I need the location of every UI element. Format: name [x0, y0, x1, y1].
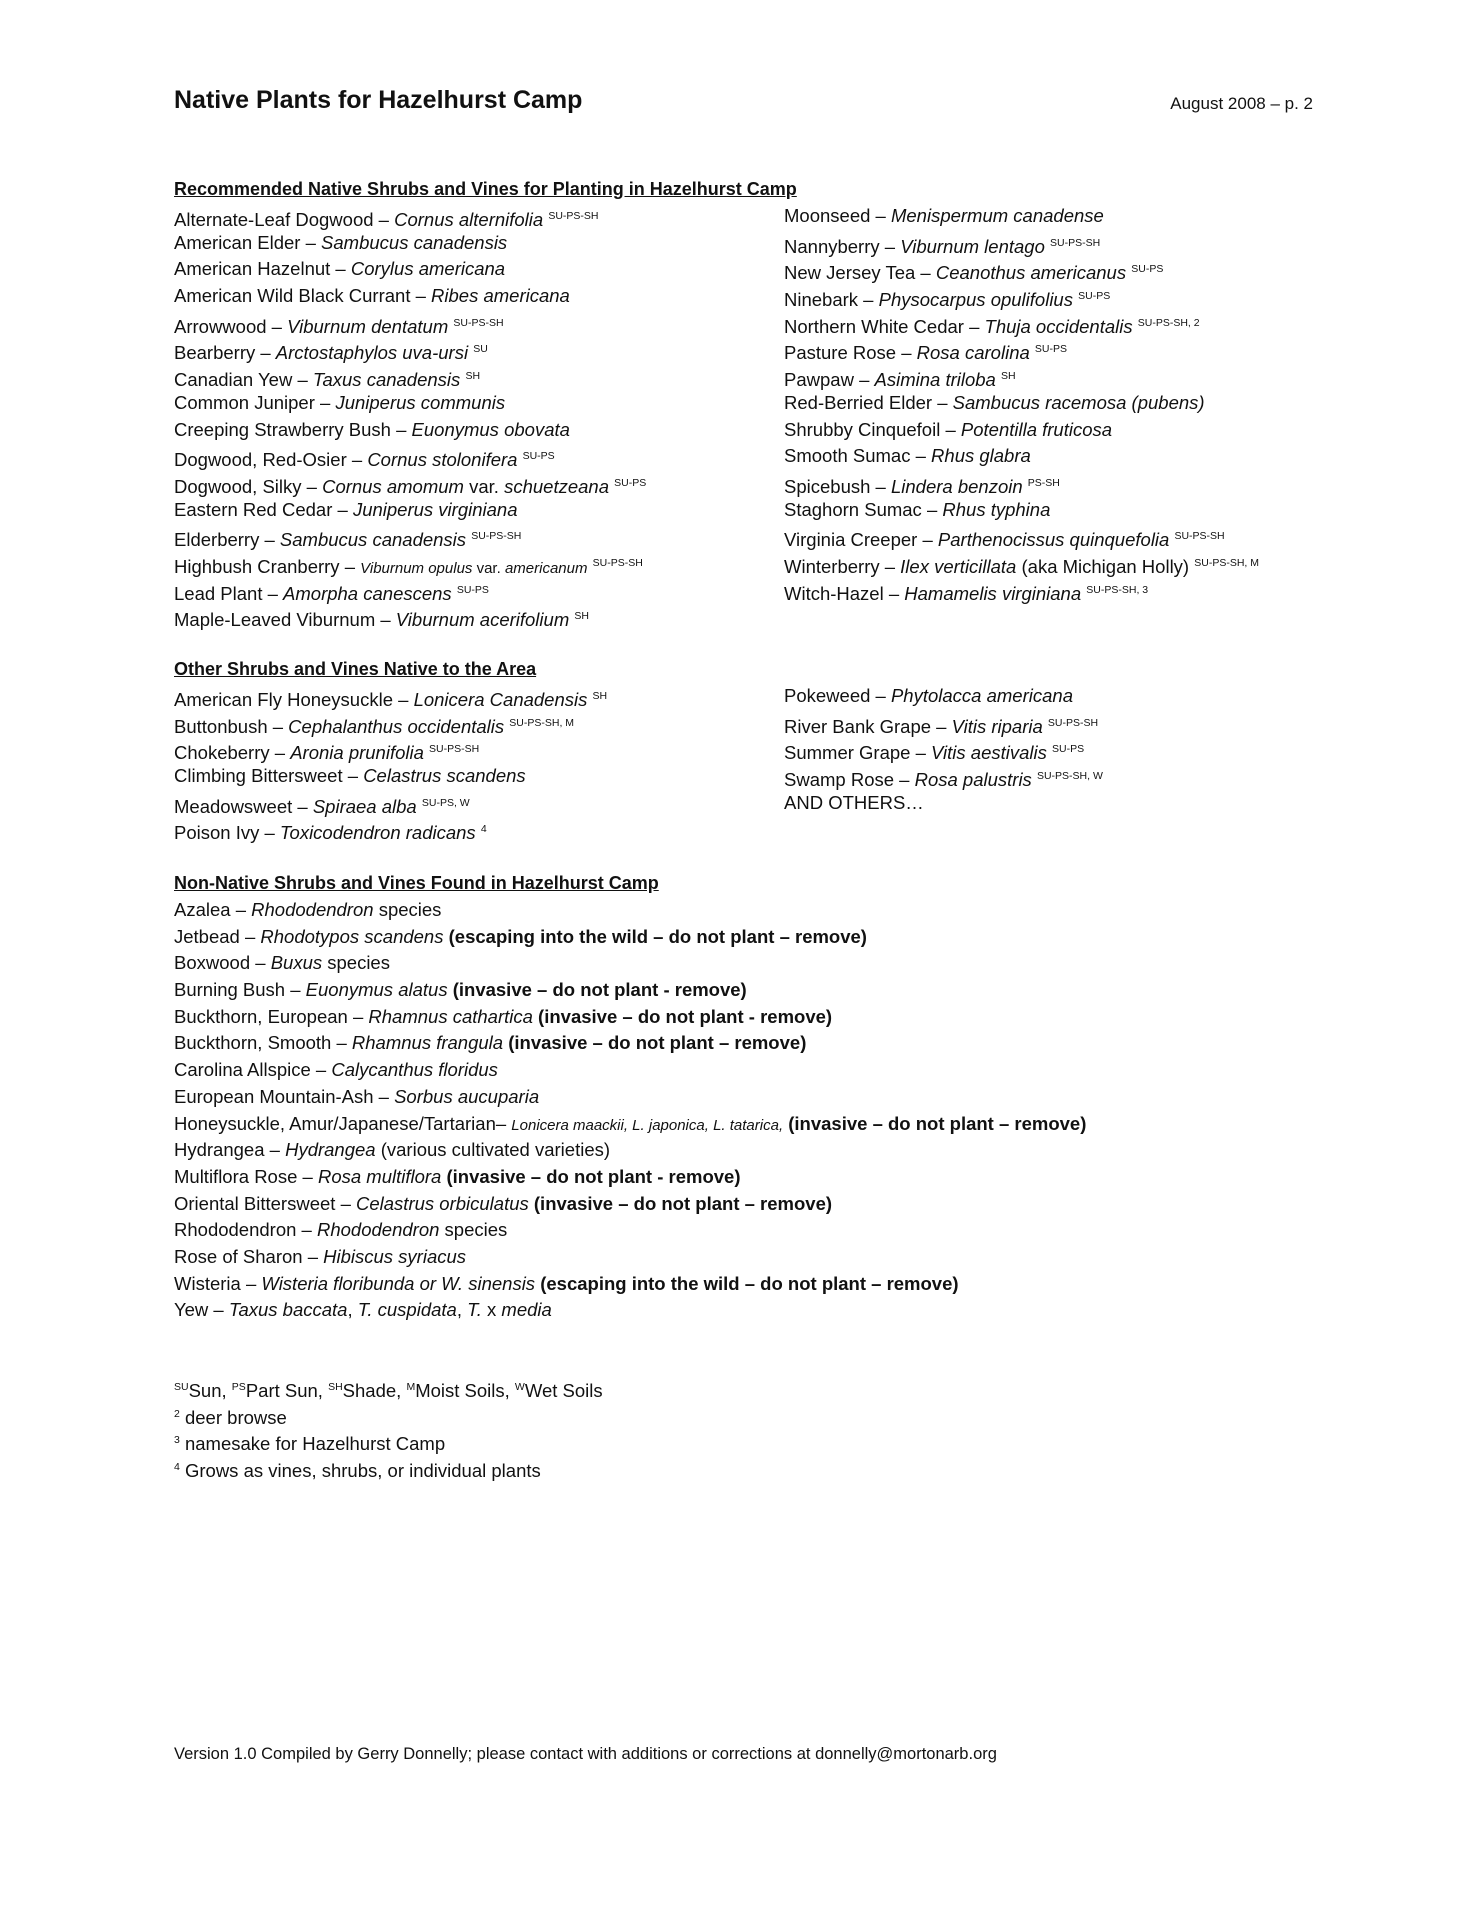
- light-code: SU-PS-SH, M: [1194, 556, 1259, 569]
- scientific-name: Aronia prunifolia: [290, 742, 424, 764]
- scientific-name: Cephalanthus occidentalis: [288, 715, 505, 737]
- scientific-name: Wisteria floribunda or W. sinensis: [261, 1272, 536, 1294]
- legend-code: SU: [174, 1381, 189, 1393]
- scientific-name: Cornus alternifolia: [394, 209, 544, 230]
- name-connector: x: [481, 1299, 502, 1321]
- plant-entry: [784, 470, 1324, 497]
- common-name: American Wild Black Currant –: [174, 285, 432, 307]
- footnote: [174, 1427, 603, 1454]
- common-name: Highbush Cranberry –: [174, 555, 361, 577]
- light-code: SU-PS: [522, 450, 555, 463]
- plant-entry: [174, 1164, 1324, 1191]
- scientific-name: Vitis aestivalis: [931, 742, 1047, 764]
- legend-code: M: [406, 1381, 416, 1393]
- common-name: Azalea –: [174, 899, 252, 920]
- legend-label: Wet Soils: [524, 1380, 603, 1401]
- plant-entry: [784, 550, 1324, 577]
- scientific-name: Hamamelis virginiana: [904, 582, 1082, 604]
- common-name: Buckthorn, Smooth –: [174, 1032, 352, 1054]
- scientific-name: Rhamnus frangula: [351, 1032, 504, 1054]
- common-name: Jetbead –: [174, 925, 261, 947]
- scientific-name: Buxus: [270, 952, 323, 974]
- plant-entry: [174, 1297, 1324, 1324]
- page-title: Native Plants for Hazelhurst Camp: [174, 86, 583, 114]
- light-code: SU-PS-SH: [592, 556, 643, 569]
- common-name: Chokeberry –: [174, 742, 291, 764]
- scientific-name: Lindera benzoin: [890, 475, 1023, 497]
- plant-entry: [174, 710, 774, 737]
- recommended-heading: Recommended Native Shrubs and Vines for Planting in Hazelhurst Camp: [174, 179, 797, 199]
- common-name: Boxwood –: [174, 952, 271, 974]
- plant-entry: [784, 683, 1324, 710]
- removal-note: (invasive – do not plant - remove): [441, 1165, 741, 1187]
- scientific-name: Potentilla fruticosa: [960, 418, 1113, 440]
- scientific-name: Amorpha canescens: [283, 582, 452, 604]
- plant-entry: [174, 310, 774, 337]
- other-native-heading: Other Shrubs and Vines Native to the Area: [174, 659, 537, 679]
- common-name: Rose of Sharon –: [174, 1245, 324, 1267]
- common-name: Pawpaw –: [784, 369, 875, 391]
- non-native-list: [174, 897, 1324, 1324]
- plant-entry: [784, 736, 1324, 763]
- removal-note: (invasive – do not plant – remove): [783, 1112, 1087, 1134]
- common-name: Spicebush –: [784, 475, 891, 497]
- common-name: Smooth Sumac –: [784, 445, 932, 467]
- light-code: SU-PS: [1034, 343, 1068, 356]
- plant-entry: [174, 283, 774, 310]
- plant-entry: [174, 443, 774, 470]
- removal-note: (escaping into the wild – do not plant – remove): [535, 1272, 959, 1294]
- plant-entry: [174, 470, 774, 497]
- page-header: [174, 86, 1313, 126]
- common-name: Lead Plant –: [174, 582, 284, 604]
- plant-entry: [174, 897, 1324, 924]
- plant-entry: [174, 1004, 1324, 1031]
- common-name: Climbing Bittersweet –: [174, 765, 364, 787]
- plant-entry: [174, 816, 774, 843]
- legend-key-line: [174, 1374, 603, 1401]
- light-code: SU-PS-SH: [453, 316, 504, 329]
- name-connector: (various cultivated varieties): [375, 1139, 611, 1161]
- common-name: Meadowsweet –: [174, 795, 313, 817]
- scientific-name: Hydrangea: [285, 1139, 376, 1161]
- light-code: SU-PS-SH, 3: [1086, 583, 1149, 596]
- light-code: SU-PS: [1078, 290, 1111, 303]
- scientific-name: Parthenocissus quinquefolia: [937, 529, 1170, 551]
- scientific-name: Toxicodendron radicans: [279, 822, 476, 844]
- scientific-name: Rhamnus cathartica: [368, 1005, 533, 1027]
- light-code: SU-PS-SH: [429, 743, 480, 756]
- plant-entry: [784, 203, 1324, 230]
- scientific-name: Celastrus orbiculatus: [356, 1192, 529, 1214]
- scientific-name: americanum: [504, 559, 588, 577]
- common-name: Red-Berried Elder –: [784, 391, 953, 413]
- scientific-name: Viburnum acerifolium: [395, 609, 570, 631]
- plant-entry: [174, 736, 774, 763]
- light-code: SH: [574, 610, 589, 623]
- footnote-number: 4: [174, 1461, 180, 1474]
- scientific-name: Rhus glabra: [931, 445, 1031, 467]
- scientific-name: Vitis riparia: [951, 715, 1043, 737]
- scientific-name: Phytolacca americana: [890, 685, 1073, 706]
- legend-code: W: [514, 1381, 525, 1393]
- common-name: Oriental Bittersweet –: [174, 1192, 356, 1214]
- plant-entry: [784, 256, 1324, 283]
- scientific-name: Lonicera maackii, L. japonica, L. tatarica,: [511, 1116, 784, 1134]
- scientific-name: Sorbus aucuparia: [394, 1085, 540, 1107]
- plant-entry: [174, 336, 774, 363]
- footnote-text: Grows as vines, shrubs, or individual plants: [179, 1460, 541, 1482]
- footnote-text: namesake for Hazelhurst Camp: [179, 1433, 446, 1455]
- common-name: Honeysuckle, Amur/Japanese/Tartarian–: [174, 1112, 512, 1134]
- common-name: Elderberry –: [174, 529, 280, 551]
- plant-entry: [174, 1217, 1324, 1244]
- common-name: Ninebark –: [784, 289, 879, 311]
- common-name: Hydrangea –: [174, 1139, 286, 1161]
- other-native-left-column: [174, 683, 774, 843]
- common-name: Dogwood, Silky –: [174, 475, 323, 497]
- plant-entry: [174, 603, 774, 630]
- name-connector: var.: [463, 475, 505, 497]
- plant-entry: [174, 924, 1324, 951]
- plant-entry: [784, 336, 1324, 363]
- common-name: Multiflora Rose –: [174, 1165, 318, 1187]
- plant-entry: [784, 310, 1324, 337]
- legend-label: Moist Soils,: [415, 1380, 515, 1401]
- non-native-heading: Non-Native Shrubs and Vines Found in Hazelhurst Camp: [174, 873, 659, 893]
- scientific-name: Sambucus canadensis: [321, 231, 508, 253]
- plant-entry: [174, 1191, 1324, 1218]
- light-code: SU-PS-SH: [471, 530, 522, 543]
- removal-note: (escaping into the wild – do not plant – remove): [443, 925, 867, 947]
- plant-entry: [784, 230, 1324, 257]
- plant-entry: [784, 417, 1324, 444]
- common-name: Poison Ivy –: [174, 822, 280, 844]
- light-code: SU-PS-SH, M: [509, 716, 575, 729]
- plant-entry: [174, 256, 774, 283]
- scientific-name: Rosa carolina: [916, 342, 1030, 364]
- light-code: SU-PS-SH, W: [1036, 770, 1103, 783]
- light-code: SU-PS-SH: [1050, 236, 1101, 249]
- common-name: Rhododendron –: [174, 1219, 317, 1241]
- common-name: Buckthorn, European –: [174, 1005, 369, 1027]
- common-name: River Bank Grape –: [784, 715, 952, 737]
- scientific-name: Taxus canadensis: [312, 369, 461, 391]
- common-name: Burning Bush –: [174, 979, 306, 1001]
- scientific-name: Juniperus communis: [335, 391, 506, 413]
- common-name: Witch-Hazel –: [784, 582, 905, 604]
- light-code: SU-PS: [614, 476, 647, 489]
- scientific-name: Euonymus obovata: [411, 418, 570, 440]
- common-name: American Fly Honeysuckle –: [174, 689, 414, 710]
- plant-entry: [174, 683, 774, 710]
- common-name: AND OTHERS…: [784, 791, 924, 813]
- scientific-name: Viburnum lentago: [900, 235, 1045, 257]
- common-name: Dogwood, Red-Osier –: [174, 449, 368, 471]
- legend-notes: [174, 1401, 603, 1481]
- footnote-number: 2: [174, 1407, 180, 1420]
- common-name: New Jersey Tea –: [784, 262, 936, 284]
- common-name: European Mountain-Ash –: [174, 1085, 395, 1107]
- removal-note: (invasive – do not plant - remove): [447, 979, 747, 1001]
- plant-entry: [174, 363, 774, 390]
- scientific-name: T.: [467, 1299, 482, 1321]
- footnote-number: 3: [174, 1434, 180, 1447]
- scientific-name: T. cuspidata: [357, 1299, 457, 1321]
- scientific-name: Rosa multiflora: [317, 1165, 442, 1187]
- light-code: SU-PS: [1131, 263, 1164, 276]
- plant-entry: [784, 577, 1324, 604]
- plant-entry: [174, 203, 774, 230]
- footer-note: Version 1.0 Compiled by Gerry Donnelly; please contact with additions or corrections at donnelly@mortonarb.org: [174, 1745, 997, 1763]
- name-connector: (aka Michigan Holly): [1016, 555, 1190, 577]
- scientific-name: Rhododendron: [251, 899, 374, 920]
- plant-entry: [174, 1111, 1324, 1138]
- common-name: Virginia Creeper –: [784, 529, 938, 551]
- common-name: Winterberry –: [784, 555, 901, 577]
- name-connector: ,: [347, 1299, 358, 1321]
- light-code: SU-PS, W: [421, 796, 470, 809]
- scientific-name: Spiraea alba: [312, 795, 417, 817]
- plant-entry: [784, 390, 1324, 417]
- scientific-name: Rosa palustris: [914, 769, 1032, 791]
- name-connector: species: [373, 899, 442, 920]
- name-connector: species: [439, 1219, 508, 1241]
- plant-entry: [174, 790, 774, 817]
- common-name: Northern White Cedar –: [784, 315, 985, 337]
- scientific-name: Celastrus scandens: [363, 765, 526, 787]
- common-name: Yew –: [174, 1299, 229, 1321]
- scientific-name: Taxus baccata: [228, 1299, 348, 1321]
- common-name: Nannyberry –: [784, 235, 901, 257]
- plant-entry: [784, 283, 1324, 310]
- plant-entry: [174, 577, 774, 604]
- scientific-name: Rhodotypos scandens: [260, 925, 444, 947]
- plant-entry: [174, 763, 774, 790]
- plant-entry: [174, 1057, 1324, 1084]
- plant-entry: [174, 977, 1324, 1004]
- plant-entry: [784, 523, 1324, 550]
- plant-entry: [784, 443, 1324, 470]
- scientific-name: media: [501, 1299, 552, 1321]
- common-name: Common Juniper –: [174, 391, 336, 413]
- light-code: SU-PS-SH: [1047, 716, 1099, 729]
- name-connector: species: [322, 952, 390, 974]
- scientific-name: Thuja occidentalis: [984, 315, 1133, 337]
- light-code: SU-PS: [1052, 743, 1085, 756]
- common-name: Eastern Red Cedar –: [174, 498, 353, 520]
- footnote-text: deer browse: [179, 1406, 287, 1428]
- plant-entry: [174, 417, 774, 444]
- common-name: Wisteria –: [174, 1272, 262, 1294]
- scientific-name: Viburnum dentatum: [287, 315, 449, 337]
- legend-label: Shade,: [342, 1380, 407, 1401]
- light-code: SH: [1000, 370, 1016, 383]
- scientific-name: Viburnum opulus: [360, 559, 473, 577]
- scientific-name: Ceanothus americanus: [935, 262, 1127, 284]
- plant-entry: [174, 523, 774, 550]
- scientific-name: Rhus typhina: [942, 498, 1051, 520]
- common-name: Maple-Leaved Viburnum –: [174, 609, 396, 631]
- light-code: SH: [465, 370, 481, 383]
- light-code: SH: [592, 690, 608, 702]
- light-code: SU-PS-SH: [1174, 530, 1225, 543]
- non-native-section: [174, 870, 1324, 1324]
- footnote: [174, 1401, 603, 1428]
- legend: [174, 1374, 603, 1481]
- light-code: SU-PS-SH: [548, 210, 599, 222]
- common-name: Shrubby Cinquefoil –: [784, 418, 961, 440]
- plant-entry: [174, 950, 1324, 977]
- light-code: 4: [480, 823, 487, 836]
- plant-entry: [174, 1084, 1324, 1111]
- scientific-name: Cornus amomum: [322, 475, 464, 497]
- recommended-right-column: [784, 203, 1324, 603]
- common-name: Bearberry –: [174, 342, 276, 364]
- plant-entry: [174, 550, 774, 577]
- common-name: Swamp Rose –: [784, 769, 915, 791]
- common-name: Pasture Rose –: [784, 342, 917, 364]
- other-native-right-column: [784, 683, 1324, 816]
- legend-code: PS: [231, 1381, 246, 1393]
- light-code: SU-PS: [456, 583, 489, 596]
- plant-entry: [784, 790, 1324, 817]
- legend-label: Sun,: [188, 1380, 232, 1401]
- scientific-name: Asimina triloba: [874, 369, 996, 391]
- scientific-name: Arctostaphylos uva-ursi: [275, 342, 469, 364]
- light-code: PS-SH: [1027, 476, 1060, 489]
- scientific-name: Lonicera Canadensis: [413, 689, 588, 710]
- common-name: Buttonbush –: [174, 715, 289, 737]
- light-code: SU-PS-SH, 2: [1137, 316, 1200, 329]
- plant-entry: [174, 390, 774, 417]
- scientific-name: Ilex verticillata: [900, 555, 1017, 577]
- plant-entry: [174, 1271, 1324, 1298]
- other-native-section: [174, 656, 1324, 844]
- removal-note: (invasive – do not plant – remove): [503, 1032, 807, 1054]
- removal-note: (invasive – do not plant – remove): [528, 1192, 833, 1214]
- footnote: [174, 1454, 603, 1481]
- plant-entry: [784, 497, 1324, 524]
- common-name: Carolina Allspice –: [174, 1059, 332, 1081]
- recommended-section: [174, 176, 1324, 631]
- common-name: Pokeweed –: [784, 685, 891, 706]
- common-name: Canadian Yew –: [174, 369, 313, 391]
- scientific-name: schuetzeana: [504, 475, 609, 497]
- plant-entry: [784, 363, 1324, 390]
- removal-note: (invasive – do not plant - remove): [532, 1005, 833, 1027]
- scientific-name: Cornus stolonifera: [367, 449, 518, 471]
- legend-code: SH: [328, 1381, 343, 1393]
- name-connector: ,: [456, 1299, 468, 1321]
- page-date-number: August 2008 – p. 2: [1170, 94, 1313, 113]
- plant-entry: [784, 763, 1324, 790]
- scientific-name: Physocarpus opulifolius: [878, 289, 1073, 311]
- common-name: American Elder –: [174, 231, 322, 253]
- common-name: American Hazelnut –: [174, 258, 351, 280]
- plant-entry: [784, 710, 1324, 737]
- plant-entry: [174, 1137, 1324, 1164]
- common-name: Moonseed –: [784, 205, 891, 226]
- name-connector: var.: [472, 559, 505, 577]
- scientific-name: Ribes americana: [431, 285, 570, 307]
- scientific-name: Calycanthus floridus: [331, 1059, 498, 1081]
- common-name: Summer Grape –: [784, 742, 932, 764]
- common-name: Staghorn Sumac –: [784, 498, 943, 520]
- recommended-left-column: [174, 203, 774, 630]
- common-name: Arrowwood –: [174, 315, 288, 337]
- plant-entry: [174, 1244, 1324, 1271]
- common-name: Alternate-Leaf Dogwood –: [174, 209, 395, 230]
- scientific-name: Euonymus alatus: [305, 979, 448, 1001]
- scientific-name: Hibiscus syriacus: [323, 1245, 467, 1267]
- scientific-name: Rhododendron: [316, 1219, 440, 1241]
- scientific-name: Sambucus racemosa (pubens): [952, 391, 1205, 413]
- plant-entry: [174, 497, 774, 524]
- plant-entry: [174, 230, 774, 257]
- scientific-name: Corylus americana: [350, 258, 506, 280]
- light-code: SU: [473, 343, 488, 356]
- plant-entry: [174, 1030, 1324, 1057]
- scientific-name: Sambucus canadensis: [279, 529, 467, 551]
- scientific-name: Juniperus virginiana: [352, 498, 518, 520]
- common-name: Creeping Strawberry Bush –: [174, 418, 412, 440]
- legend-label: Part Sun,: [245, 1380, 329, 1401]
- scientific-name: Menispermum canadense: [890, 205, 1104, 226]
